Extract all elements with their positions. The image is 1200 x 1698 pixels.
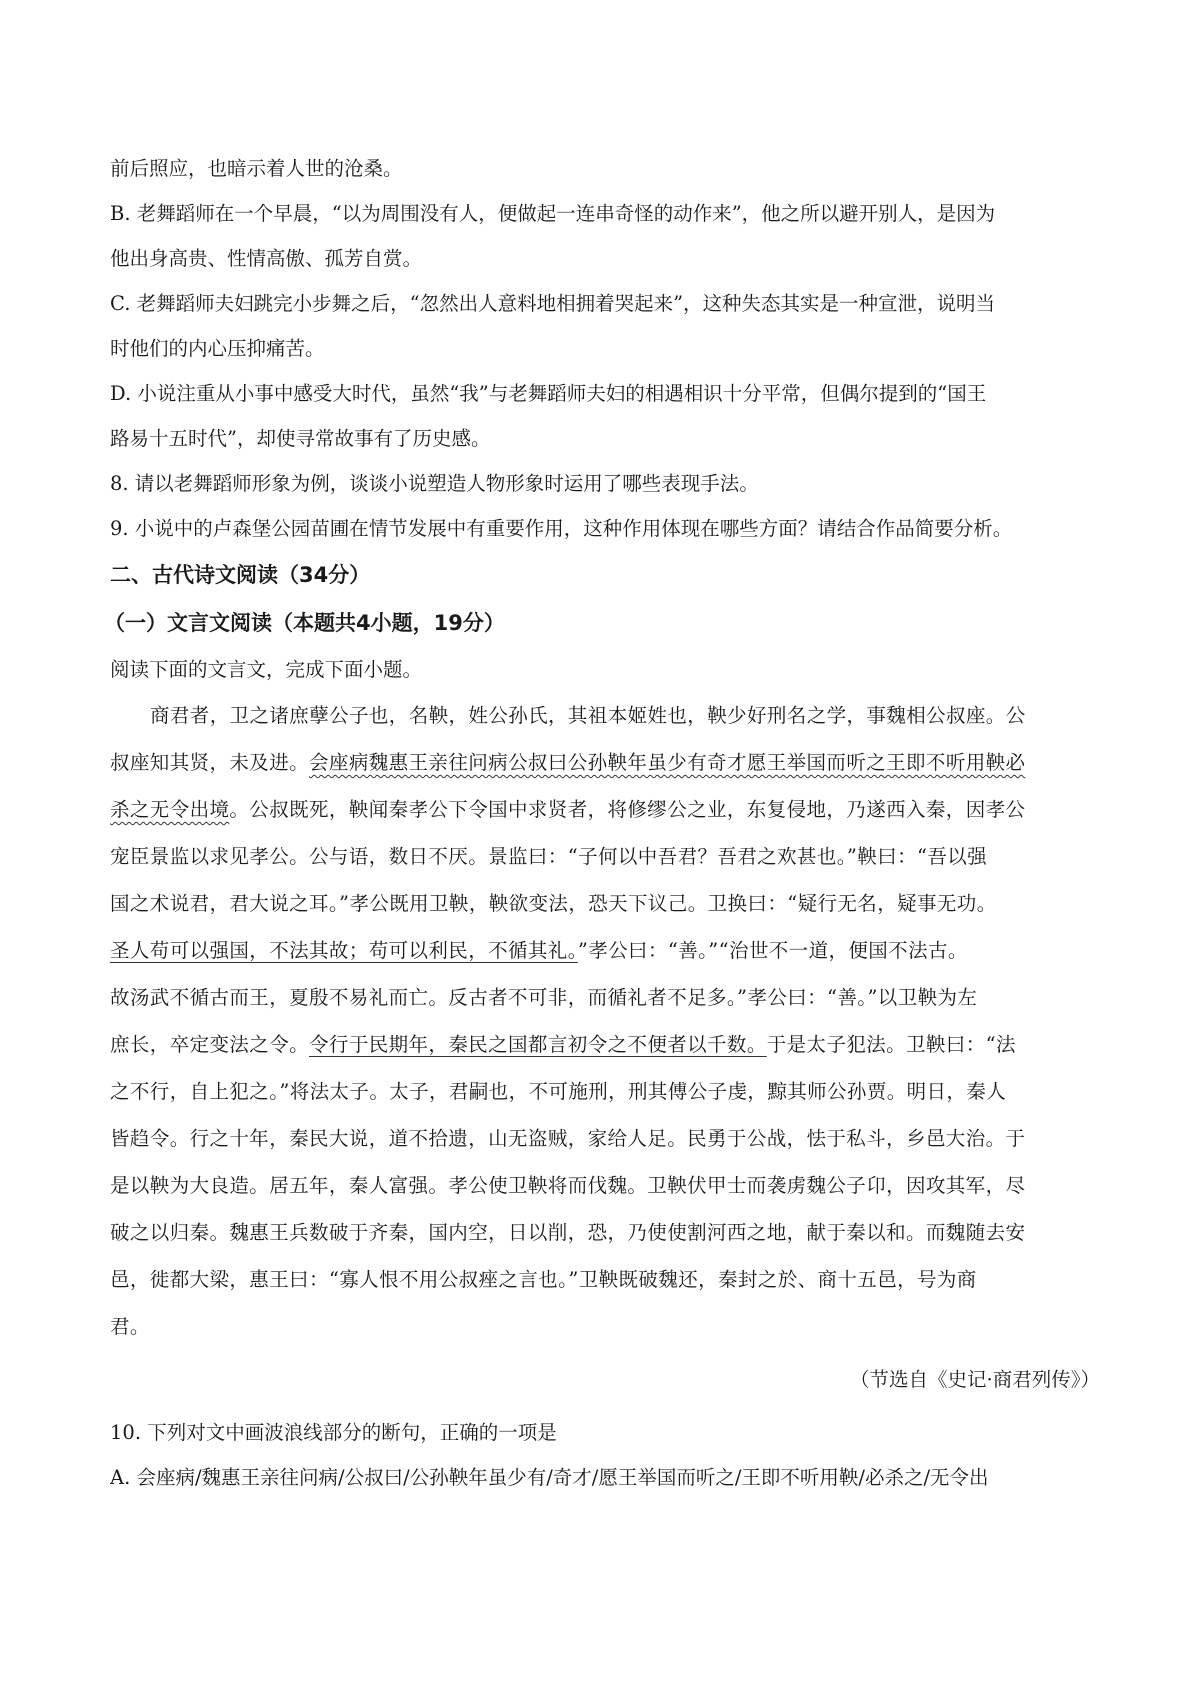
question-9: 9. 小说中的卢森堡公园苗圃在情节发展中有重要作用，这种作用体现在哪些方面？请结合作品简要分析。: [110, 517, 1013, 540]
passage-line: 宠臣景监以求见孝公。公与语，数日不厌。景监曰：“子何以中吾君？吾君之欢甚也。”鞅曰：“吾以强: [110, 845, 988, 868]
passage-line: 是以鞅为大良造。居五年，秦人富强。孝公使卫鞅将而伐魏。卫鞅伏甲士而袭虏魏公子卬，因攻其军，尽: [110, 1174, 1026, 1197]
sub-heading-classical-chinese: （一）文言文阅读（本题共4小题，19分）: [104, 611, 505, 635]
passage-line: 庶长，卒定变法之令。令行于民期年，秦民之国都言初令之不便者以千数。于是太子犯法。卫鞅曰：“法: [110, 1033, 1016, 1056]
question-8: 8. 请以老舞蹈师形象为例，谈谈小说塑造人物形象时运用了哪些表现手法。: [110, 472, 759, 495]
passage-source: （节选自《史记·商君列传》）: [850, 1368, 1100, 1391]
underlined-sentence: 令行于民期年，秦民之国都言初令之不便者以千数。: [309, 1033, 767, 1056]
question-10: 10. 下列对文中画波浪线部分的断句，正确的一项是: [110, 1421, 557, 1444]
classical-passage: [110, 692, 1100, 1350]
underlined-sentence: 圣人苟可以强国，不法其故；苟可以利民，不循其礼。: [110, 939, 578, 962]
passage-line: 国之术说君，君大说之耳。”孝公既用卫鞅，鞅欲变法，恐天下议己。卫换曰：“疑行无名，疑事无功。: [110, 892, 997, 915]
passage-line: 破之以归秦。魏惠王兵数破于齐秦，国内空，日以削，恐，乃使使割河西之地，献于秦以和。而魏随去安: [110, 1221, 1026, 1244]
passage-line: 叔座知其贤，未及进。会座病魏惠王亲往问病公叔曰公孙鞅年虽少有奇才愿王举国而听之王即不听用鞅必: [110, 751, 1026, 774]
exam-page: [104, 146, 1100, 1500]
passage-line: 皆趋令。行之十年，秦民大说，道不拾遗，山无盗贼，家给人足。民勇于公战，怯于私斗，乡邑大治。于: [110, 1127, 1026, 1150]
passage-line: 故汤武不循古而王，夏殷不易礼而亡。反古者不可非，而循礼者不足多。”孝公曰：“善。”以卫鞅为左: [110, 986, 978, 1009]
passage-line: 杀之无令出境。公叔既死，鞅闻秦孝公下令国中求贤者，将修缪公之业，东复侵地，乃遂西入秦，因孝公: [110, 798, 1026, 821]
section-heading-ancient-poetry: 二、古代诗文阅读（34分）: [110, 563, 371, 587]
question-7-option-c: C. 老舞蹈师夫妇跳完小步舞之后，“忽然出人意料地相拥着哭起来”，这种失态其实是一种宣泄，说明当 时他们的内心压抑痛苦。: [110, 292, 996, 360]
wavy-underline-text: 杀之无令出境: [110, 798, 230, 821]
question-7-option-a-tail: 前后照应，也暗示着人世的沧桑。: [110, 157, 403, 180]
wavy-underline-text: 会座病魏惠王亲往问病公叔曰公孙鞅年虽少有奇才愿王举国而听之王即不听用鞅必: [309, 751, 1026, 774]
question-10-option-a: A. 会座病/魏惠王亲往问病/公叔曰/公孙鞅年虽少有/奇才/愿王举国而听之/王即不听用鞅/必杀之/无令出: [110, 1466, 989, 1489]
passage-line: 之不行，自上犯之。”将法太子。太子，君嗣也，不可施刑，刑其傅公子虔，黥其师公孙贾。明日，秦人: [110, 1080, 1007, 1103]
passage-line: 君。: [110, 1315, 150, 1338]
reading-instruction: 阅读下面的文言文，完成下面小题。: [110, 658, 423, 681]
question-7-option-b: B. 老舞蹈师在一个早晨，“以为周围没有人，便做起一连串奇怪的动作来”，他之所以避开别人，是因为 他出身高贵、性情高傲、孤芳自赏。: [110, 202, 996, 270]
question-7-option-d: D. 小说注重从小事中感受大时代，虽然“我”与老舞蹈师夫妇的相遇相识十分平常，但偶尔提到的“国王 路易十五时代”，却使寻常故事有了历史感。: [110, 382, 987, 450]
passage-line: 邑，徙都大梁，惠王曰：“寡人恨不用公叔痤之言也。”卫鞅既破魏还，秦封之於、商十五邑，号为商: [110, 1268, 977, 1291]
passage-line: 圣人苟可以强国，不法其故；苟可以利民，不循其礼。”孝公曰：“善。”“治世不一道，便国不法古。: [110, 939, 968, 962]
passage-line: 商君者，卫之诸庶孽公子也，名鞅，姓公孙氏，其祖本姬姓也，鞅少好刑名之学，事魏相公叔座。公: [150, 704, 1026, 727]
